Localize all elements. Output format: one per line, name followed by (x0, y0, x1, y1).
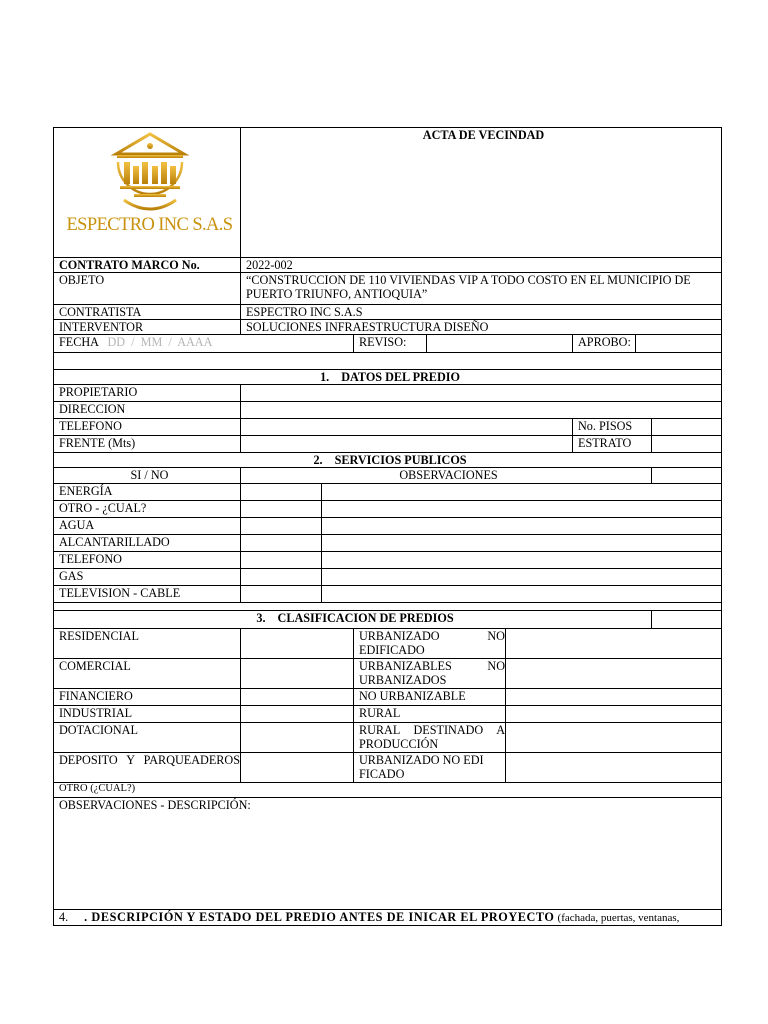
clase-urbanizado-no-edificado-field[interactable] (506, 629, 722, 659)
service-gas-sino[interactable] (241, 569, 322, 586)
clase-otro[interactable]: OTRO (¿CUAL?) (54, 783, 722, 798)
pisos-field[interactable] (652, 419, 722, 436)
telefono-label: TELEFONO (54, 419, 241, 436)
col-observaciones: OBSERVACIONES (241, 468, 652, 484)
clase-deposito: DEPOSITO Y PARQUEADEROS (54, 753, 241, 783)
clase-rural-produccion: RURAL DESTINADO A PRODUCCIÓN (354, 723, 506, 753)
clase-financiero: FINANCIERO (54, 689, 241, 706)
interventor-value: SOLUCIONES INFRAESTRUCTURA DISEÑO (241, 320, 722, 335)
aprobo-field[interactable] (636, 335, 722, 353)
service-agua: AGUA (54, 518, 241, 535)
service-energia: ENERGÍA (54, 484, 241, 501)
estrato-field[interactable] (652, 436, 722, 453)
col-empty (652, 468, 722, 484)
fecha-label: FECHA (59, 335, 99, 350)
contratista-label: CONTRATISTA (54, 305, 241, 320)
clase-urbanizado-no-edificado-2-field[interactable] (506, 753, 722, 783)
service-gas-obs[interactable] (322, 569, 722, 586)
objeto-value: “CONSTRUCCION DE 110 VIVIENDAS VIP A TODO COSTO EN EL MUNICIPIO DE PUERTO TRIUNFO, ANTIOQUIA” (241, 273, 722, 305)
frente-label: FRENTE (Mts) (54, 436, 241, 453)
section-3-heading: 3. CLASIFICACION DE PREDIOS (54, 611, 652, 629)
service-agua-obs[interactable] (322, 518, 722, 535)
frente-field[interactable] (241, 436, 573, 453)
clase-deposito-field[interactable] (241, 753, 354, 783)
service-television-sino[interactable] (241, 586, 322, 603)
fecha-placeholder: DD / MM / AAAA (107, 335, 213, 350)
section-4-heading: 4. . DESCRIPCIÓN Y ESTADO DEL PREDIO ANTES DE INICAR EL PROYECTO (fachada, puertas, ventanas, (54, 910, 722, 926)
logo (54, 128, 241, 258)
clase-industrial: INDUSTRIAL (54, 706, 241, 723)
spacer-row-2 (54, 603, 722, 611)
service-telefono-obs[interactable] (322, 552, 722, 569)
header-row (54, 128, 722, 258)
acta-form (53, 127, 722, 926)
clase-comercial: COMERCIAL (54, 659, 241, 689)
service-agua-sino[interactable] (241, 518, 322, 535)
clase-rural-field[interactable] (506, 706, 722, 723)
fecha-field[interactable] (54, 335, 354, 353)
clase-dotacional: DOTACIONAL (54, 723, 241, 753)
service-telefono-sino[interactable] (241, 552, 322, 569)
clase-comercial-field[interactable] (241, 659, 354, 689)
contrato-marco-value: 2022-002 (241, 258, 722, 273)
section-1-heading: 1. DATOS DEL PREDIO (54, 370, 722, 385)
clase-no-urbanizable: NO URBANIZABLE (354, 689, 506, 706)
clase-urbanizables-field[interactable] (506, 659, 722, 689)
pisos-label: No. PISOS (573, 419, 652, 436)
objeto-label: OBJETO (54, 273, 241, 305)
clase-rural: RURAL (354, 706, 506, 723)
aprobo-label: APROBO: (573, 335, 636, 353)
service-telefono: TELEFONO (54, 552, 241, 569)
propietario-field[interactable] (241, 385, 722, 402)
col-si-no: SI / NO (54, 468, 241, 484)
clase-no-urbanizable-field[interactable] (506, 689, 722, 706)
clase-industrial-field[interactable] (241, 706, 354, 723)
direccion-label: DIRECCION (54, 402, 241, 419)
reviso-field[interactable] (427, 335, 573, 353)
service-alcantarillado-obs[interactable] (322, 535, 722, 552)
clase-urbanizado-no-edificado: URBANIZADO NO EDIFICADO (354, 629, 506, 659)
telefono-field[interactable] (241, 419, 573, 436)
clase-urbanizado-no-edificado-2: URBANIZADO NO EDI FICADO (354, 753, 506, 783)
logo-text: ESPECTRO INC S.A.S (66, 215, 233, 236)
service-energia-sino[interactable] (241, 484, 322, 501)
interventor-label: INTERVENTOR (54, 320, 241, 335)
propietario-label: PROPIETARIO (54, 385, 241, 402)
service-otro: OTRO - ¿CUAL? (54, 501, 241, 518)
clase-residencial-field[interactable] (241, 629, 354, 659)
clase-dotacional-field[interactable] (241, 723, 354, 753)
clase-rural-produccion-field[interactable] (506, 723, 722, 753)
building-logo-icon (110, 128, 190, 216)
service-television: TELEVISION - CABLE (54, 586, 241, 603)
estrato-label: ESTRATO (573, 436, 652, 453)
service-energia-obs[interactable] (322, 484, 722, 501)
document-title: ACTA DE VECINDAD (241, 128, 722, 258)
contratista-value: ESPECTRO INC S.A.S (241, 305, 722, 320)
contrato-marco-label: CONTRATO MARCO No. (54, 258, 241, 273)
service-gas: GAS (54, 569, 241, 586)
spacer-row (54, 353, 722, 370)
clase-financiero-field[interactable] (241, 689, 354, 706)
clase-urbanizables: URBANIZABLES NO URBANIZADOS (354, 659, 506, 689)
reviso-label: REVISO: (354, 335, 427, 353)
service-television-obs[interactable] (322, 586, 722, 603)
clase-residencial: RESIDENCIAL (54, 629, 241, 659)
service-alcantarillado: ALCANTARILLADO (54, 535, 241, 552)
section-3-empty (652, 611, 722, 629)
service-otro-sino[interactable] (241, 501, 322, 518)
service-otro-obs[interactable] (322, 501, 722, 518)
direccion-field[interactable] (241, 402, 722, 419)
service-alcantarillado-sino[interactable] (241, 535, 322, 552)
section-2-heading: 2. SERVICIOS PUBLICOS (54, 453, 722, 468)
observaciones-descripcion[interactable]: OBSERVACIONES - DESCRIPCIÓN: (54, 798, 722, 910)
